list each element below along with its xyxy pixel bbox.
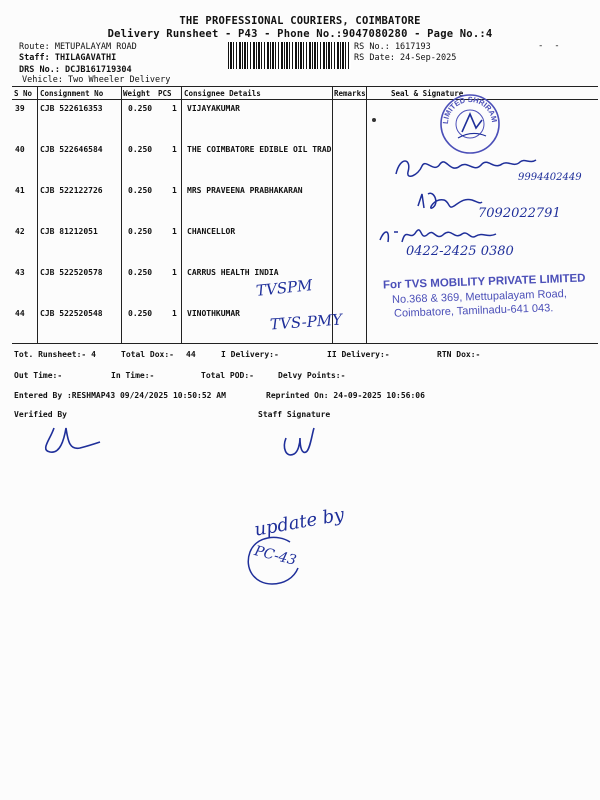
row-consignee: CHANCELLOR [187,227,236,236]
table-bottom-rule [12,343,598,344]
staff-label: Staff: THILAGAVATHI [19,53,117,63]
table-header-rule [12,99,598,100]
col-seal-header: Seal & Signature [391,89,464,98]
row-pcs: 1 [172,309,177,318]
row-sno: 41 [15,186,25,195]
col-remarks-header: Remarks [334,89,366,98]
total-dox-label: Total Dox:- [121,350,174,359]
row-weight: 0.250 [128,145,153,154]
row-consignee: MRS PRAVEENA PRABHAKARAN [187,186,303,195]
svg-text:LIMITED SHRIRAM FIN [438,92,499,125]
col-pcs-header: PCS [158,89,172,98]
tot-runsheet: Tot. Runsheet:- 4 [14,350,96,359]
row40-phone: 9994402449 [518,172,582,183]
row-sno: 40 [15,145,25,154]
row-pcs: 1 [172,186,177,195]
round-seal-stamp [438,92,502,156]
company-title: THE PROFESSIONAL COURIERS, COIMBATORE [179,15,421,27]
col-consignee-header: Consignee Details [184,89,261,98]
row-sno: 44 [15,309,25,318]
row41-phone: 7092022791 [478,206,561,221]
tvs-stamp-line1: For TVS MOBILITY PRIVATE LIMITED [382,272,586,292]
drs-label: DRS No.: DCJB161719304 [19,65,132,75]
col-consignment-header: Consignment No [40,89,104,98]
corner-mark: - - [538,41,560,51]
total-pod: Total POD:- [201,371,254,380]
vehicle-label: Vehicle: Two Wheeler Delivery [22,75,171,85]
rtn-dox: RTN Dox:- [437,350,481,359]
row-sno: 43 [15,268,25,277]
row-pcs: 1 [172,145,177,154]
row-pcs: 1 [172,268,177,277]
row-consignment: CJB 81212051 [40,227,98,236]
in-time: In Time:- [111,371,155,380]
row-weight: 0.250 [128,104,153,113]
row41-signature [414,188,484,216]
row42-phone: 0422-2425 0380 [406,244,514,259]
row-weight: 0.250 [128,186,153,195]
row-consignment: CJB 522616353 [40,104,103,113]
row-weight: 0.250 [128,309,153,318]
row-weight: 0.250 [128,227,153,236]
reprinted-on: Reprinted On: 24-09-2025 10:56:06 [266,391,425,400]
row-consignee: VINOTHKUMAR [187,309,240,318]
entered-by: Entered By :RESHMAP43 09/24/2025 10:50:52 AM [14,391,226,400]
out-time: Out Time:- [14,371,63,380]
row-consignment: CJB 522520578 [40,268,103,277]
round-seal-text: LIMITED SHRIRAM [440,94,500,125]
staff-signature-label: Staff Signature [258,410,331,419]
row-consignee: CARRUS HEALTH INDIA [187,268,279,277]
row-sno: 39 [15,104,25,113]
pc-mark: PC-43 [252,543,298,569]
row-pcs: 1 [172,104,177,113]
verified-by-label: Verified By [14,410,67,419]
tvs-stamp-line2: No.368 & 369, Mettupalayam Road, [391,287,568,307]
tvs-stamp-line3: Coimbatore, Tamilnadu-641 043. [393,302,554,320]
row-consignee: THE COIMBATORE EDIBLE OIL TRAD [187,145,332,154]
row43-note: TVSPM [255,276,314,300]
update-note: update by [252,504,346,541]
ii-delivery: II Delivery:- [327,350,390,359]
row-pcs: 1 [172,227,177,236]
col-weight-header: Weight [123,89,151,98]
row-consignment: CJB 522646584 [40,145,103,154]
rs-date: RS Date: 24-Sep-2025 [354,53,457,63]
verified-by-signature [40,420,102,458]
row-weight: 0.250 [128,268,153,277]
row-consignee: VIJAYAKUMAR [187,104,240,113]
table-top-rule [12,86,598,87]
barcode [228,42,351,69]
total-dox-value: 44 [186,350,196,359]
rs-number: RS No.: 1617193 [354,42,431,52]
row-consignment: CJB 522520548 [40,309,103,318]
runsheet-subtitle: Delivery Runsheet - P43 - Phone No.:9047080280 - Page No.:4 [107,28,493,40]
col-sno-header: S No [14,89,33,98]
row-sno: 42 [15,227,25,236]
i-delivery: I Delivery:- [221,350,279,359]
row44-note: TVS-PMY [269,310,343,334]
row-consignment: CJB 522122726 [40,186,103,195]
route-label: Route: METUPALAYAM ROAD [19,42,137,52]
delvy-points: Delvy Points:- [278,371,346,380]
staff-signature [280,424,320,462]
ink-dot [372,118,376,122]
